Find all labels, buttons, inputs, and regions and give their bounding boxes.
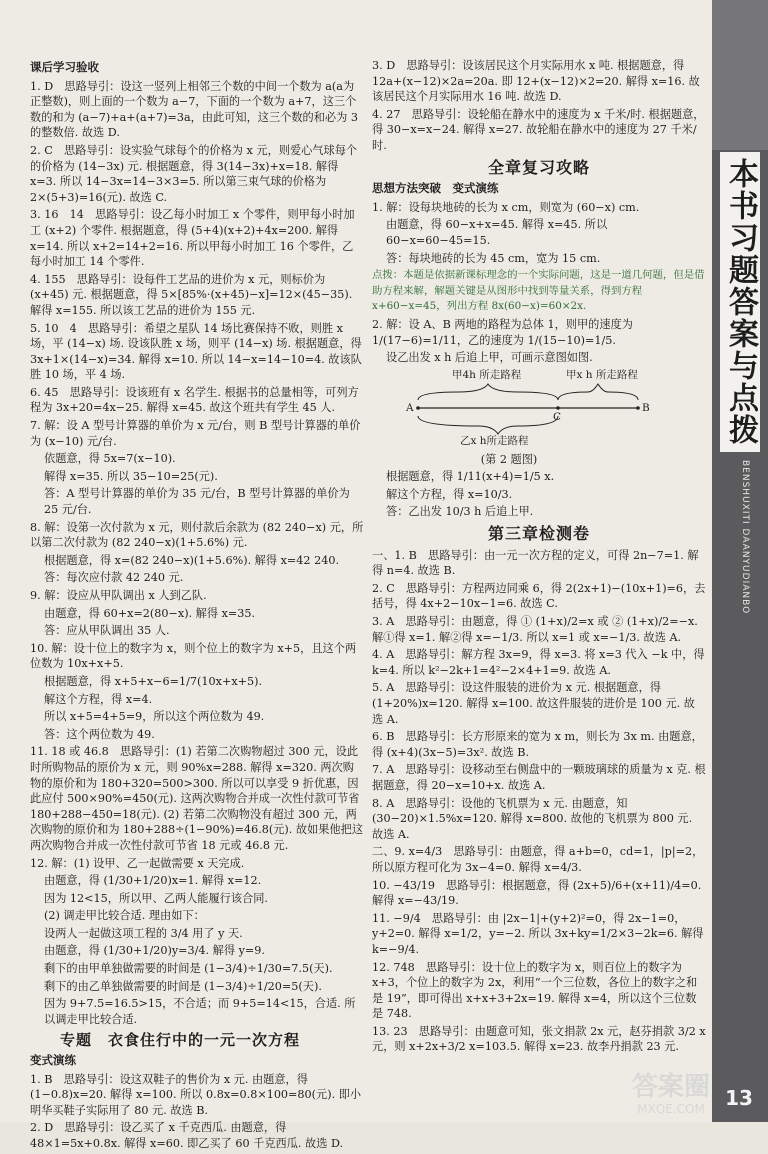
answer-item: 5. 10 4 思路导引：希望之星队 14 场比赛保持不败，则胜 x 场，平 (14−x) 场. 设该队胜 x 场，则平 (14−x) 场. 根据题意，得 3x+1×(14−x)=34. 解得 x=10. 所以 14−x=14−10=4. 故该队胜 10 场，平 4 场. bbox=[30, 321, 362, 382]
answer-line: 由题意，得 60+x=2(80−x). 解得 x=35. bbox=[44, 606, 256, 620]
answer-item: 10. 解：设十位上的数字为 x，则个位上的数字为 x+5，且这个两位数为 10x+x+5. bbox=[30, 641, 357, 671]
answer-item: 7. A 思路导引：设移动至右侧盘中的一颗玻璃球的质量为 x 克. 根据题意，得 20−x=10+x. 故选 A. bbox=[372, 763, 706, 792]
brace-yi-xh bbox=[418, 416, 558, 434]
brace-jia-xh bbox=[558, 384, 638, 400]
answer-item: 1. B 思路导引：设这双鞋子的售价为 x 元. 由题意，得 (1−0.8)x=20. 解得 x=100. 所以 0.8x=0.8×100=80(元). 即小明华买鞋子实际用了 80 元. 故选 B. bbox=[30, 1072, 362, 1117]
answer-line: 解得 x=35. 所以 35−10=25(元). bbox=[44, 469, 218, 483]
answer-line: 答：乙出发 10/3 h 后追上甲. bbox=[386, 505, 534, 519]
label-yi-xh: 乙x h所走路程 bbox=[460, 434, 529, 447]
answer-line: 答：每块地砖的长为 45 cm，宽为 15 cm. bbox=[386, 251, 601, 265]
answer-item: 12. 解：(1) 设甲、乙一起做需要 x 天完成. bbox=[30, 856, 245, 870]
label-a: A bbox=[406, 401, 414, 414]
test-title: 第三章检测卷 bbox=[487, 524, 590, 544]
answer-item: 9. 解：设应从甲队调出 x 人到乙队. bbox=[30, 589, 207, 602]
topic-heading: 专题 衣食住行中的一元一次方程 bbox=[60, 1031, 301, 1050]
answer-line: (2) 调走甲比较合适. 理由如下： bbox=[44, 909, 205, 923]
answer-item: 二、9. x=4/3 思路导引：由题意，得 a+b=0，cd=1，|p|=2，所以原方程可化为 3x−4=0. 解得 x=4/3. bbox=[372, 845, 704, 874]
answer-item: 2. C 思路导引：方程两边同乘 6，得 2(2x+1)−(10x+1)=6，去括号，得 4x+2−10x−1=6. 故选 C. bbox=[372, 581, 706, 611]
label-b: B bbox=[642, 401, 650, 414]
answer-item: 11. −9/4 思路导引：由 |2x−1|+(y+2)²=0，得 2x−1=0，y+2=0. 解得 x=1/2，y=−2. 所以 3x+ky=1/2×3−2k=6. 解得 k=−9/4. bbox=[372, 911, 704, 956]
watermark-logo-text: 答案圈 bbox=[631, 1072, 710, 1102]
section-heading-practice: 变式演练 bbox=[30, 1053, 76, 1068]
sidebar-tab bbox=[712, 0, 768, 150]
answer-line: 由题意，得 (1/30+1/20)x=1. 解得 x=12. bbox=[44, 874, 262, 888]
label-c: C bbox=[553, 410, 562, 423]
point-a bbox=[416, 406, 420, 410]
sidebar-pinyin: BENSHUXITI DAANYUDIANBO bbox=[740, 460, 750, 615]
answer-line: 剩下的由甲单独做需要的时间是 (1−3/4)÷1/30=7.5(天). bbox=[44, 962, 333, 976]
answer-item: 6. 45 思路导引：设该班有 x 名学生. 根据书的总量相等，可列方程为 3x+20=4x−25. 解得 x=45. 故这个班共有学生 45 人. bbox=[30, 385, 359, 415]
watermark-url: MXQE.COM bbox=[637, 1102, 705, 1116]
label-jia-xh: 甲x h 所走路程 bbox=[566, 368, 638, 381]
answer-item: 一、1. B 思路导引：由一元一次方程的定义，可得 2n−7=1. 解得 n=4. 故选 B. bbox=[372, 548, 699, 578]
tip-note: 点拨：本题是依据新课标理念的一个实际问题，这是一道几何题，但是借助方程来解，解题关键是从图形中找到等量关系，得到方程 x+60−x=45，列出方程 8x(60−x)=60×2x. bbox=[372, 269, 705, 313]
answer-item: 10. −43/19 思路导引：根据题意，得 (2x+5)/6+(x+11)/4=0. 解得 x=−43/19. bbox=[372, 878, 702, 908]
figure-caption: (第 2 题图) bbox=[480, 452, 538, 466]
answer-line: 因为 12<15，所以甲、乙两人能履行该合同. bbox=[44, 891, 268, 905]
answer-item: 4. 27 思路导引：设轮船在静水中的速度为 x 千米/时. 根据题意，得 30−x=x−24. 解得 x=27. 故轮船在静水中的速度为 27 千米/时. bbox=[372, 107, 705, 152]
answer-item: 8. 解：设第一次付款为 x 元，则付款后余款为 (82 240−x) 元，所以第二次付款为 (82 240−x)(1+5.6%) 元. bbox=[30, 520, 364, 550]
route-diagram bbox=[388, 370, 648, 448]
point-b bbox=[636, 406, 640, 410]
sidebar-title: 本书习题答案与点拨 bbox=[720, 152, 760, 452]
answer-line: 答：A 型号计算器的单价为 35 元/台，B 型号计算器的单价为 25 元/台. bbox=[44, 487, 350, 517]
answer-line: 由题意，得 (1/30+1/20)y=3/4. 解得 y=9. bbox=[44, 944, 265, 958]
page-number: 13 bbox=[725, 1086, 753, 1110]
answer-item: 3. 16 14 思路导引：设乙每小时加工 x 个零件，则甲每小时加工 (x+2) 个零件. 根据题意，得 (5+4)(x+2)+4x=200. 解得 x=14. 所以 x+2=14+2=16. 所以甲每小时加工 16 个零件，乙每小时加工 14 个零件. bbox=[30, 208, 355, 269]
answer-line: 解这个方程，得 x=10/3. bbox=[386, 487, 513, 501]
answer-line: 由题意，得 60−x+x=45. 解得 x=45. 所以 60−x=60−45=15. bbox=[386, 218, 608, 247]
answer-line: 依题意，得 5x=7(x−10). bbox=[44, 452, 176, 466]
answer-item: 6. B 思路导引：长方形原来的宽为 x m，则长为 3x m. 由题意，得 (x+4)(3x−5)=3x². 故选 B. bbox=[372, 730, 703, 759]
answer-item: 12. 748 思路导引：设十位上的数字为 x，则百位上的数字为 x+3，个位上的数字为 2x，利用“一个三位数，各位上的数字之和是 19”，即可得出 x+x+3+2x=19. 解得 x=4，所以这个三位数是 748. bbox=[372, 960, 698, 1021]
answer-item: 11. 18 或 46.8 思路导引：(1) 若第二次购物超过 300 元，设此时所购物品的原价为 x 元，则 90%x=288. 解得 x=320. 两次购物的原价和为 180+320=500>300. 所以可以享受 9 折优惠，因此应付 500×90%=450(元). 这两次购物合并成一次性付款可节省 180+288−450=18(元). (2) 若第二次购物没有超过 300 元，两次购物的原价和为 180+288÷(1−90%)=46.8(元). 故如果他把这两次购物合并成一次性付款可节省 18 元或 46.8 元. bbox=[30, 745, 364, 852]
answer-line: 所以 x+5=4+5=9，所以这个两位数为 49. bbox=[44, 710, 265, 724]
answer-line: 设乙出发 x h 后追上甲，可画示意图如图. bbox=[386, 351, 593, 365]
answer-item: 3. A 思路导引：由题意，得 ① (1+x)/2=x 或 ② (1+x)/2=−x. 解①得 x=1. 解②得 x=−1/3. 所以 x=1 或 x=−1/3. 故选 A. bbox=[372, 615, 698, 644]
section-heading-methods: 思想方法突破 变式演练 bbox=[372, 181, 499, 196]
answer-item: 7. 解：设 A 型号计算器的单价为 x 元/台，则 B 型号计算器的单价为 (x−10) 元/台. bbox=[30, 419, 361, 448]
answer-item: 8. A 思路导引：设他的飞机票为 x 元. 由题意，知 (30−20)×1.5%x=120. 解得 x=800. 故他的飞机票为 800 元. 故选 A. bbox=[372, 796, 693, 841]
left-column bbox=[30, 58, 364, 1154]
answer-item: 1. D 思路导引：设这一竖列上相邻三个数的中间一个数为 a(a为正整数)，则上面的一个数为 a−7，下面的一个数为 a+7，这三个数的和为 (a−7)+a+(a+7)=3a，由此可知，这三个数的和必为 3 的整数倍. 故选 D. bbox=[30, 79, 358, 140]
answer-line: 答：这个两位数为 49. bbox=[44, 727, 155, 741]
section-heading-homework: 课后学习验收 bbox=[30, 60, 99, 74]
answer-item: 2. 解：设 A、B 两地的路程为总体 1，则甲的速度为 1/(17−6)=1/11，乙的速度为 1/(15−10)=1/5. bbox=[372, 317, 633, 347]
section-sidebar bbox=[712, 0, 768, 1122]
right-column bbox=[372, 58, 706, 1057]
answer-item: 4. 155 思路导引：设每件工艺品的进价为 x 元，则标价为 (x+45) 元. 根据题意，得 5×[85%·(x+45)−x]=12×(45−35). 解得 x=155. 所以该工艺品的进价为 155 元. bbox=[30, 272, 353, 317]
answer-line: 剩下的由乙单独做需要的时间是 (1−3/4)÷1/20=5(天). bbox=[44, 979, 322, 993]
answer-item: 13. 23 思路导引：由题意可知，张文捐款 2x 元，赵芬捐款 3/2 x 元，则 x+2x+3/2 x=103.5. 解得 x=23. 故李丹捐款 23 元. bbox=[372, 1024, 706, 1054]
answer-item: 2. D 思路导引：设乙买了 x 千克西瓜. 由题意，得 48×1=5x+0.8x. 解得 x=60. 即乙买了 60 千克西瓜. 故选 D. bbox=[30, 1121, 344, 1150]
answer-line: 答：应从甲队调出 35 人. bbox=[44, 624, 170, 638]
review-title: 全章复习攻略 bbox=[487, 157, 590, 177]
answer-line: 设两人一起做这项工程的 3/4 用了 y 天. bbox=[44, 926, 243, 940]
answer-line: 根据题意，得 x+5+x−6=1/7(10x+x+5). bbox=[44, 674, 263, 688]
answer-item: 3. D 思路导引：设该居民这个月实际用水 x 吨. 根据题意，得 12a+(x−12)×2a=20a. 即 12+(x−12)×2=20. 解得 x=16. 故该居民这个月实际用水 16 吨. 故选 D. bbox=[372, 59, 700, 104]
label-jia-4h: 甲4h 所走路程 bbox=[452, 368, 522, 381]
answer-line: 答：每次应付款 42 240 元. bbox=[44, 571, 184, 585]
answer-line: 因为 9+7.5=16.5>15，不合适；而 9+5=14<15，合适. 所以调走甲比较合适. bbox=[44, 997, 356, 1026]
answer-item: 2. C 思路导引：设实验气球每个的价格为 x 元，则爱心气球每个的价格为 (14−3x) 元. 根据题意，得 3(14−3x)+x=18. 解得 x=3. 所以 14−3x=14−3×3=5. 所以第三束气球的价格为 2×(5+3)=16(元). 故选 C. bbox=[30, 143, 358, 204]
answer-item: 1. 解：设每块地砖的长为 x cm，则宽为 (60−x) cm. bbox=[372, 200, 640, 214]
answer-item: 5. A 思路导引：设这件服装的进价为 x 元. 根据题意，得 (1+20%)x=120. 解得 x=100. 故这件服装的进价是 100 元. 故选 A. bbox=[372, 681, 695, 726]
answer-line: 根据题意，得 x=(82 240−x)(1+5.6%). 解得 x=42 240. bbox=[44, 553, 339, 567]
answer-line: 解这个方程，得 x=4. bbox=[44, 692, 153, 706]
answer-item: 4. A 思路导引：解方程 3x=9，得 x=3. 将 x=3 代入 −k 中，得 k=4. 所以 k²−2k+1=4²−2×4+1=9. 故选 A. bbox=[372, 648, 705, 677]
answer-line: 根据题意，得 1/11(x+4)=1/5 x. bbox=[386, 470, 555, 484]
brace-jia-4h bbox=[418, 384, 558, 400]
